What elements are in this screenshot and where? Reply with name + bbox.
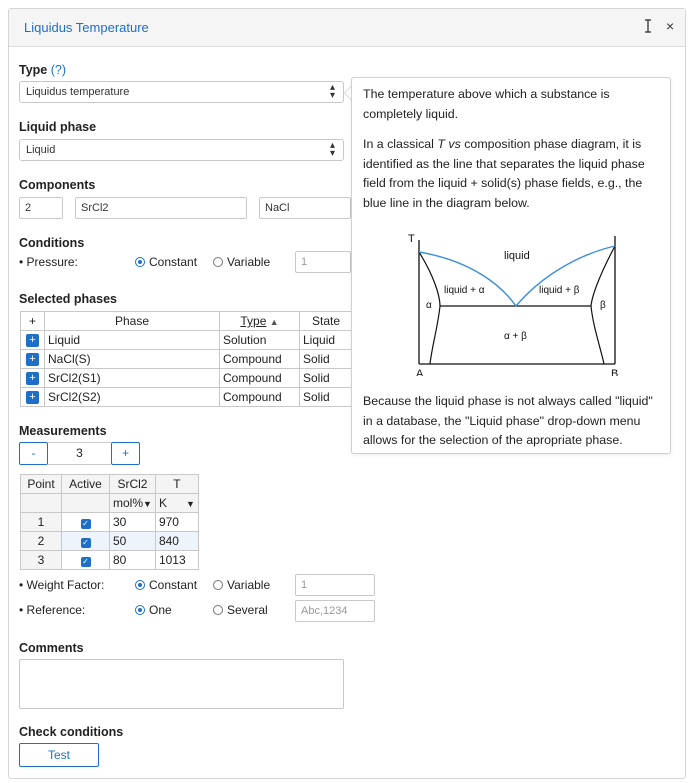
- type-cell: Compound: [220, 369, 300, 388]
- type-cell: Compound: [220, 350, 300, 369]
- add-phase-header[interactable]: +: [21, 312, 45, 331]
- axis-t-label: T: [408, 233, 415, 245]
- liquid-phase-label: Liquid phase: [19, 120, 97, 134]
- measurements-header-row: [21, 475, 199, 494]
- comp-cell[interactable]: 30: [110, 513, 156, 532]
- phases-table-header: [21, 312, 352, 331]
- table-row: [21, 532, 199, 551]
- comp-unit-select[interactable]: mol%▼: [110, 494, 156, 513]
- axis-a-label: A: [416, 368, 424, 376]
- table-row: [21, 551, 199, 570]
- pressure-label: • Pressure:: [19, 255, 78, 269]
- popover-paragraph-3: Because the liquid phase is not always called "liquid" in a database, the "Liquid phase" drop-down menu allows for the selection of the apropriate phase.: [363, 394, 653, 447]
- liquid-phase-select-value: Liquid: [26, 144, 56, 156]
- dropdown-caret-icon: ▼: [143, 499, 152, 509]
- component-input-1[interactable]: SrCl2: [75, 197, 247, 219]
- point-column-header: Point: [21, 475, 62, 494]
- point-cell: 3: [21, 551, 62, 570]
- weight-constant-radio[interactable]: Constant: [135, 578, 197, 592]
- help-popover: [351, 77, 671, 454]
- active-checkbox[interactable]: [62, 513, 110, 532]
- comments-textarea[interactable]: [19, 659, 344, 709]
- checkmark-icon: ✓: [82, 557, 89, 566]
- expand-phase-button[interactable]: +: [26, 372, 39, 385]
- point-cell: 1: [21, 513, 62, 532]
- phase-cell: SrCl2(S1): [45, 369, 220, 388]
- state-cell: Solid: [300, 388, 352, 407]
- reference-label: • Reference:: [19, 603, 86, 617]
- expand-phase-button[interactable]: +: [26, 334, 39, 347]
- region-alpha: α: [426, 300, 432, 311]
- radio-unselected-icon: [213, 580, 223, 590]
- state-cell: Liquid: [300, 331, 352, 350]
- expand-phase-button[interactable]: +: [26, 353, 39, 366]
- temp-unit-select[interactable]: K ▼: [155, 494, 198, 513]
- type-cell: Compound: [220, 388, 300, 407]
- type-select[interactable]: [19, 81, 344, 103]
- table-row: [21, 369, 352, 388]
- phase-diagram: [392, 226, 632, 376]
- table-row: [21, 388, 352, 407]
- region-liquid: liquid: [504, 250, 530, 262]
- test-button[interactable]: Test: [19, 743, 99, 767]
- dropdown-caret-icon: ▼: [186, 499, 195, 509]
- reference-input[interactable]: Abc,1234: [295, 600, 375, 622]
- comp-cell[interactable]: 50: [110, 532, 156, 551]
- sort-ascending-icon: ▲: [269, 317, 279, 327]
- temp-cell[interactable]: 970: [155, 513, 198, 532]
- axis-b-label: B: [611, 368, 619, 376]
- select-caret-icon: ▴ ▾: [329, 82, 335, 101]
- phase-column-header[interactable]: Phase: [45, 312, 220, 331]
- table-row: [21, 513, 199, 532]
- comments-label: Comments: [19, 641, 84, 655]
- pressure-input[interactable]: 1: [295, 251, 351, 273]
- reference-one-radio[interactable]: One: [135, 603, 172, 617]
- table-row: [21, 331, 352, 350]
- points-count-input[interactable]: 3: [48, 442, 111, 465]
- state-cell: Solid: [300, 369, 352, 388]
- active-column-header: Active: [62, 475, 110, 494]
- active-checkbox[interactable]: [62, 551, 110, 570]
- type-select-value: Liquidus temperature: [26, 86, 130, 98]
- temp-cell[interactable]: 1013: [155, 551, 198, 570]
- radio-unselected-icon: [213, 257, 223, 267]
- type-help-link[interactable]: (?): [50, 63, 67, 77]
- components-count-input[interactable]: 2: [19, 197, 63, 219]
- state-column-header[interactable]: State: [300, 312, 352, 331]
- panel-title: Liquidus Temperature: [24, 20, 149, 35]
- close-icon[interactable]: ×: [666, 18, 675, 34]
- check-conditions-label: Check conditions: [19, 725, 124, 739]
- conditions-label: Conditions: [19, 236, 85, 250]
- point-cell: 2: [21, 532, 62, 551]
- temp-cell[interactable]: 840: [155, 532, 198, 551]
- radio-selected-icon: [135, 257, 145, 267]
- comp-cell[interactable]: 80: [110, 551, 156, 570]
- expand-phase-button[interactable]: +: [26, 391, 39, 404]
- pressure-constant-radio[interactable]: Constant: [135, 255, 197, 269]
- type-column-header[interactable]: Type ▲: [220, 312, 300, 331]
- pressure-variable-radio[interactable]: Variable: [213, 255, 270, 269]
- phase-cell: Liquid: [45, 331, 220, 350]
- table-row: [21, 350, 352, 369]
- region-liquid-beta: liquid + β: [539, 285, 580, 296]
- radio-selected-icon: [135, 605, 145, 615]
- radio-unselected-icon: [213, 605, 223, 615]
- phase-cell: NaCl(S): [45, 350, 220, 369]
- selected-phases-label: Selected phases: [19, 292, 117, 306]
- reference-several-radio[interactable]: Several: [213, 603, 268, 617]
- components-label: Components: [19, 178, 96, 192]
- phase-cell: SrCl2(S2): [45, 388, 220, 407]
- checkmark-icon: ✓: [82, 519, 89, 528]
- state-cell: Solid: [300, 350, 352, 369]
- panel-header: [9, 9, 685, 47]
- weight-variable-radio[interactable]: Variable: [213, 578, 270, 592]
- measurements-label: Measurements: [19, 424, 107, 438]
- region-alpha-beta: α + β: [504, 331, 527, 342]
- pin-icon[interactable]: [643, 19, 653, 36]
- measurements-table: [20, 474, 199, 570]
- liquid-phase-select[interactable]: [19, 139, 344, 161]
- type-cell: Solution: [220, 331, 300, 350]
- measurements-unit-row: [21, 494, 199, 513]
- increment-points-button[interactable]: +: [111, 442, 140, 465]
- weight-factor-label: • Weight Factor:: [19, 578, 105, 592]
- active-checkbox[interactable]: [62, 532, 110, 551]
- comp-column-header: SrCl2: [110, 475, 156, 494]
- weight-factor-input[interactable]: 1: [295, 574, 375, 596]
- checkmark-icon: ✓: [82, 538, 89, 547]
- select-caret-icon: ▴ ▾: [329, 140, 335, 159]
- type-label: Type (?): [19, 63, 67, 77]
- radio-selected-icon: [135, 580, 145, 590]
- decrement-points-button[interactable]: -: [19, 442, 48, 465]
- phases-table: [20, 311, 352, 407]
- popover-paragraph-2: In a classical T vs composition phase diagram, it is identified as the line that separates the liquid phase field from the liquid + solid(s) phase fields, e.g., the blue line in the diagram below.: [363, 137, 645, 210]
- region-liquid-alpha: liquid + α: [444, 285, 485, 296]
- popover-paragraph-1: The temperature above which a substance is completely liquid.: [363, 87, 610, 121]
- region-beta: β: [600, 300, 606, 311]
- component-input-2[interactable]: NaCl: [259, 197, 351, 219]
- temp-column-header: T: [155, 475, 198, 494]
